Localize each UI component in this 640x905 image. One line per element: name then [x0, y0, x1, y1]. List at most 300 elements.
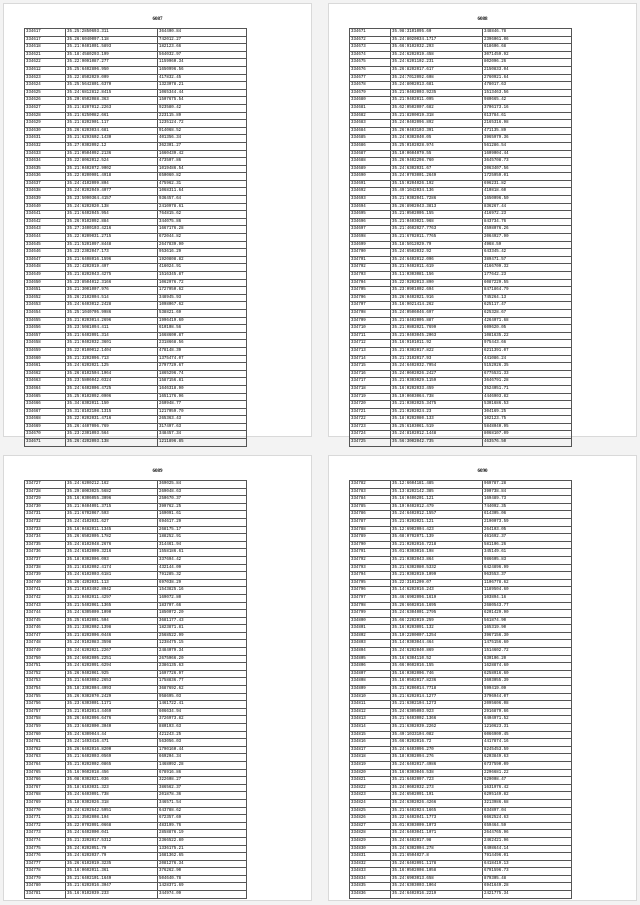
y-coordinate-cell: 4598076.26: [483, 226, 572, 234]
table-row: [25, 549, 247, 557]
point-id-cell: 334655: [25, 317, 66, 325]
y-coordinate-cell: 1106778.62: [483, 579, 572, 587]
table-row: [350, 264, 572, 272]
table-row: [350, 572, 572, 580]
point-id-cell: 334753: [25, 678, 66, 686]
point-id-cell: 334820: [350, 769, 391, 777]
y-coordinate-cell: 1428371.69: [158, 883, 247, 891]
x-coordinate-cell: 35.24:6202019.458: [391, 51, 483, 59]
table-row: [25, 408, 247, 416]
table-row: [350, 241, 572, 249]
x-coordinate-cell: 35.24:8002013.681: [391, 82, 483, 90]
y-coordinate-cell: 1098067.62: [158, 302, 247, 310]
x-coordinate-cell: 35.27:3400103.4216: [66, 226, 158, 234]
table-row: [25, 264, 247, 272]
table-row: [25, 234, 247, 242]
x-coordinate-cell: 35.16:0482011.1345: [66, 526, 158, 534]
x-coordinate-cell: 35.24:0402096.892: [391, 120, 483, 128]
table-row: [350, 203, 572, 211]
point-id-cell: 334706: [350, 294, 391, 302]
point-id-cell: 334724: [350, 431, 391, 439]
x-coordinate-cell: 35.31:8102108.1315: [66, 408, 158, 416]
x-coordinate-cell: 35.24:6403096.270: [391, 746, 483, 754]
point-id-cell: 334643: [25, 226, 66, 234]
y-coordinate-cell: 672357.69: [158, 815, 247, 823]
table-row: [350, 549, 572, 557]
y-coordinate-cell: 410818.60: [483, 188, 572, 196]
point-id-cell: 334697: [350, 226, 391, 234]
x-coordinate-cell: 35.16:9021414.262: [391, 302, 483, 310]
point-id-cell: 334636: [25, 173, 66, 181]
y-coordinate-cell: 269048.63: [158, 488, 247, 496]
x-coordinate-cell: 35.21:8202043.4275: [66, 272, 158, 280]
y-coordinate-cell: 265363.43: [158, 416, 247, 424]
point-id-cell: 334630: [25, 127, 66, 135]
table-row: [350, 891, 572, 899]
x-coordinate-cell: 35.11:0303081.156: [391, 272, 483, 280]
y-coordinate-cell: 2462421.96: [483, 837, 572, 845]
point-id-cell: 334792: [350, 556, 391, 564]
point-id-cell: 334828: [350, 830, 391, 838]
x-coordinate-cell: 35.23:5081094.411: [66, 325, 158, 333]
table-row: [350, 655, 572, 663]
y-coordinate-cell: 697038.29: [158, 579, 247, 587]
point-id-cell: 334770: [25, 807, 66, 815]
y-coordinate-cell: 1516345.87: [158, 272, 247, 280]
coordinate-table: [349, 28, 572, 447]
point-id-cell: 334797: [350, 594, 391, 602]
y-coordinate-cell: 188252.91: [158, 534, 247, 542]
y-coordinate-cell: 2095606.08: [483, 701, 572, 709]
x-coordinate-cell: 35.21:8102002.4174: [66, 564, 158, 572]
point-id-cell: 334625: [25, 89, 66, 97]
y-coordinate-cell: 936457.64: [158, 196, 247, 204]
point-id-cell: 334756: [25, 701, 66, 709]
point-id-cell: 334660: [25, 355, 66, 363]
point-id-cell: 334746: [25, 625, 66, 633]
point-id-cell: 334773: [25, 830, 66, 838]
y-coordinate-cell: 1507675.54: [158, 97, 247, 105]
page-title: 6090: [477, 469, 488, 474]
point-id-cell: 334621: [25, 51, 66, 59]
y-coordinate-cell: 6087229.55: [483, 279, 572, 287]
y-coordinate-cell: 6201429.90: [483, 610, 572, 618]
x-coordinate-cell: 35.22:0702091.0668: [66, 822, 158, 830]
point-id-cell: 334713: [350, 347, 391, 355]
y-coordinate-cell: 416024.91: [158, 264, 247, 272]
point-id-cell: 334612: [25, 66, 66, 74]
table-row: [25, 36, 247, 44]
point-id-cell: 334719: [350, 393, 391, 401]
y-coordinate-cell: 1543825.16: [158, 587, 247, 595]
x-coordinate-cell: 35.21:3001007.976: [66, 287, 158, 295]
y-coordinate-cell: 478017.63: [483, 82, 572, 90]
point-id-cell: 334717: [350, 378, 391, 386]
x-coordinate-cell: 35.18:0302006.093: [66, 556, 158, 564]
table-row: [350, 332, 572, 340]
y-coordinate-cell: 2081276.34: [158, 860, 247, 868]
point-id-cell: 334782: [350, 481, 391, 489]
point-id-cell: 334791: [350, 549, 391, 557]
point-id-cell: 334672: [350, 36, 391, 44]
x-coordinate-cell: 35.21:5201097.8448: [66, 241, 158, 249]
point-id-cell: 334758: [25, 716, 66, 724]
table-row: [350, 602, 572, 610]
y-coordinate-cell: 843734.76: [483, 218, 572, 226]
x-coordinate-cell: 35.24:6403041.1071: [391, 830, 483, 838]
table-row: [25, 112, 247, 120]
table-row: [350, 51, 572, 59]
table-row: [350, 256, 572, 264]
table-row: [350, 89, 572, 97]
y-coordinate-cell: 401356.34: [158, 135, 247, 143]
y-coordinate-cell: 6662524.63: [483, 815, 572, 823]
table-row: [25, 370, 247, 378]
point-id-cell: 334732: [25, 518, 66, 526]
x-coordinate-cell: 35.26:9402061.925: [66, 670, 158, 678]
x-coordinate-cell: 35.24:6402032.7954: [391, 363, 483, 371]
x-coordinate-cell: 35.18:0302026.318: [66, 799, 158, 807]
point-id-cell: 334651: [25, 287, 66, 295]
x-coordinate-cell: 35.26:9102092.884: [66, 218, 158, 226]
point-id-cell: 334679: [350, 89, 391, 97]
point-id-cell: 334751: [25, 663, 66, 671]
x-coordinate-cell: 35.24:6202040.869: [391, 648, 483, 656]
x-coordinate-cell: 35.24:0202049.4077: [66, 188, 158, 196]
table-row: [25, 82, 247, 90]
y-coordinate-cell: 223115.89: [158, 112, 247, 120]
x-coordinate-cell: 35.24:6602005.2251: [66, 655, 158, 663]
x-coordinate-cell: 35.18:3302004.4993: [66, 686, 158, 694]
x-coordinate-cell: 35.18:6103031.323: [66, 784, 158, 792]
table-row: [350, 97, 572, 105]
y-coordinate-cell: 1790160.44: [158, 746, 247, 754]
y-coordinate-cell: 3213986.68: [483, 799, 572, 807]
y-coordinate-cell: 2484079.34: [158, 648, 247, 656]
x-coordinate-cell: 35.16:0303046.538: [391, 769, 483, 777]
y-coordinate-cell: 6295149.82: [483, 792, 572, 800]
y-coordinate-cell: 6737590.09: [483, 761, 572, 769]
point-id-cell: 334829: [350, 837, 391, 845]
y-coordinate-cell: 4446903.82: [483, 393, 572, 401]
x-coordinate-cell: 35.21:0802021.7699: [391, 325, 483, 333]
x-coordinate-cell: 35.24:6102003.6181: [66, 572, 158, 580]
y-coordinate-cell: 564032.97: [158, 51, 247, 59]
table-row: [25, 355, 247, 363]
y-coordinate-cell: 1336175.21: [158, 845, 247, 853]
point-id-cell: 334690: [350, 173, 391, 181]
table-row: [350, 701, 572, 709]
table-row: [25, 617, 247, 625]
y-coordinate-cell: 5301686.53: [483, 401, 572, 409]
y-coordinate-cell: 2396061.06: [483, 36, 572, 44]
point-id-cell: 334836: [350, 891, 391, 899]
table-row: [350, 196, 572, 204]
x-coordinate-cell: 35.66:0602016.155: [391, 663, 483, 671]
point-id-cell: 334681: [350, 104, 391, 112]
x-coordinate-cell: 35.21:3302002.1398: [66, 625, 158, 633]
point-id-cell: 334668: [25, 416, 66, 424]
x-coordinate-cell: 35.21:8402005.887: [391, 317, 483, 325]
table-row: [25, 423, 247, 431]
x-coordinate-cell: 35.25:2850693.311: [66, 29, 158, 37]
y-coordinate-cell: 3687692.62: [158, 686, 247, 694]
table-row: [350, 355, 572, 363]
point-id-cell: 334736: [25, 549, 66, 557]
point-id-cell: 334741: [25, 587, 66, 595]
y-coordinate-cell: 6404971.52: [483, 716, 572, 724]
table-row: [350, 534, 572, 542]
y-coordinate-cell: 1217059.70: [158, 408, 247, 416]
table-row: [25, 89, 247, 97]
table-row: [25, 44, 247, 52]
table-row: [25, 777, 247, 785]
x-coordinate-cell: 35.22:0200901.4918: [66, 173, 158, 181]
table-row: [25, 807, 247, 815]
y-coordinate-cell: 958695.03: [158, 693, 247, 701]
table-row: [25, 883, 247, 891]
point-id-cell: 334709: [350, 317, 391, 325]
y-coordinate-cell: 441086.24: [483, 355, 572, 363]
point-id-cell: 334745: [25, 617, 66, 625]
y-coordinate-cell: 3645708.73: [483, 158, 572, 166]
x-coordinate-cell: 35.24:0602032.273: [391, 784, 483, 792]
table-row: [350, 761, 572, 769]
point-id-cell: 334807: [350, 670, 391, 678]
y-coordinate-cell: 2386135.63: [158, 663, 247, 671]
point-id-cell: 334699: [350, 241, 391, 249]
y-coordinate-cell: 3071459.92: [483, 51, 572, 59]
table-row: [350, 287, 572, 295]
table-row: [25, 534, 247, 542]
point-id-cell: 334812: [350, 708, 391, 716]
page-title: 6089: [152, 469, 163, 474]
x-coordinate-cell: 35.26:6502005.1782: [66, 534, 158, 542]
point-id-cell: 334762: [25, 746, 66, 754]
y-coordinate-cell: 1660439.42: [158, 150, 247, 158]
point-id-cell: 334799: [350, 610, 391, 618]
point-id-cell: 334772: [25, 822, 66, 830]
x-coordinate-cell: 35.21:0502005.155: [391, 211, 483, 219]
point-id-cell: 334788: [350, 526, 391, 534]
y-coordinate-cell: 346571.54: [158, 799, 247, 807]
point-id-cell: 334642: [25, 218, 66, 226]
x-coordinate-cell: 35.24:6305003.923: [391, 708, 483, 716]
point-id-cell: 334826: [350, 815, 391, 823]
x-coordinate-cell: 35.24:9102083.3598: [66, 640, 158, 648]
point-id-cell: 334796: [350, 587, 391, 595]
table-row: [350, 860, 572, 868]
y-coordinate-cell: 3726973.82: [158, 716, 247, 724]
y-coordinate-cell: 2421775.34: [483, 891, 572, 899]
y-coordinate-cell: 1609004.44: [483, 150, 572, 158]
x-coordinate-cell: 35.21:6402003.0569: [66, 754, 158, 762]
x-coordinate-cell: 35.29:8003025.5682: [66, 488, 158, 496]
table-row: [350, 127, 572, 135]
table-row: [25, 655, 247, 663]
x-coordinate-cell: 35.23:2301093.564: [66, 431, 158, 439]
x-coordinate-cell: 35.16:9102039.233: [66, 891, 158, 899]
y-coordinate-cell: 1587156.81: [158, 378, 247, 386]
y-coordinate-cell: 8245453.59: [483, 746, 572, 754]
table-row: [25, 693, 247, 701]
table-row: [350, 610, 572, 618]
point-id-cell: 334827: [350, 822, 391, 830]
x-coordinate-cell: 35.23:6303001.1171: [66, 701, 158, 709]
x-coordinate-cell: 35.22:0100012.1404: [66, 347, 158, 355]
point-id-cell: 334650: [25, 279, 66, 287]
point-id-cell: 334780: [25, 883, 66, 891]
table-row: [25, 860, 247, 868]
x-coordinate-cell: 35.21:6402101.1649: [66, 875, 158, 883]
x-coordinate-cell: 35.98:3101095.60: [391, 29, 483, 37]
y-coordinate-cell: 6203849.63: [483, 754, 572, 762]
y-coordinate-cell: 3524051.71: [483, 385, 572, 393]
x-coordinate-cell: 35.21:0401001.5893: [66, 44, 158, 52]
table-row: [350, 853, 572, 861]
x-coordinate-cell: 35.22:0202031.4716: [66, 416, 158, 424]
table-row: [25, 173, 247, 181]
point-id-cell: 334743: [25, 602, 66, 610]
point-id-cell: 334682: [350, 112, 391, 120]
point-id-cell: 334624: [25, 82, 66, 90]
table-row: [350, 807, 572, 815]
y-coordinate-cell: 561874.90: [483, 617, 572, 625]
table-row: [350, 481, 572, 489]
point-id-cell: 334670: [25, 431, 66, 439]
table-row: [350, 625, 572, 633]
point-id-cell: 334830: [350, 845, 391, 853]
point-id-cell: 334652: [25, 294, 66, 302]
x-coordinate-cell: 35.24:0302040.05: [391, 135, 483, 143]
x-coordinate-cell: 35.21:6408016.1596: [66, 256, 158, 264]
y-coordinate-cell: 650060.82: [158, 173, 247, 181]
table-row: [25, 363, 247, 371]
table-row: [25, 632, 247, 640]
page-title: 6088: [477, 17, 488, 22]
table-row: [350, 670, 572, 678]
table-row: [350, 488, 572, 496]
y-coordinate-cell: 879305.48: [483, 875, 572, 883]
y-coordinate-cell: 6424896.99: [483, 564, 572, 572]
x-coordinate-cell: 35.21:8200019.318: [391, 112, 483, 120]
point-id-cell: 334811: [350, 701, 391, 709]
x-coordinate-cell: 35.24:6403091.738: [66, 792, 158, 800]
table-row: [350, 218, 572, 226]
table-row: [25, 196, 247, 204]
table-row: [25, 678, 247, 686]
y-coordinate-cell: 923580.42: [158, 104, 247, 112]
point-id-cell: 334647: [25, 256, 66, 264]
x-coordinate-cell: 35.24:6402091.1178: [391, 860, 483, 868]
table-row: [25, 317, 247, 325]
table-row: [350, 82, 572, 90]
table-row: [25, 868, 247, 876]
table-row: [350, 408, 572, 416]
x-coordinate-cell: 35.18:5012029.79: [391, 241, 483, 249]
y-coordinate-cell: 1235124.72: [158, 120, 247, 128]
x-coordinate-cell: 35.21:3102017.93: [391, 355, 483, 363]
table-row: [350, 875, 572, 883]
point-id-cell: 334637: [25, 180, 66, 188]
y-coordinate-cell: 169091.61: [158, 511, 247, 519]
y-coordinate-cell: 348846.78: [483, 29, 572, 37]
x-coordinate-cell: 35.26:2102004.514: [66, 294, 158, 302]
point-id-cell: 334735: [25, 541, 66, 549]
y-coordinate-cell: 345149.61: [483, 549, 572, 557]
y-coordinate-cell: 1210623.31: [483, 724, 572, 732]
table-row: [350, 564, 572, 572]
table-row: [350, 302, 572, 310]
y-coordinate-cell: 344075.86: [158, 218, 247, 226]
table-row: [25, 120, 247, 128]
point-id-cell: 334835: [350, 883, 391, 891]
point-id-cell: 334617: [25, 36, 66, 44]
x-coordinate-cell: 35.22:8062012.524: [66, 158, 158, 166]
y-coordinate-cell: 4264071.68: [483, 317, 572, 325]
y-coordinate-cell: 6408644.14: [483, 845, 572, 853]
x-coordinate-cell: 35.26:0402021.916: [391, 294, 483, 302]
table-row: [25, 287, 247, 295]
table-row: [25, 165, 247, 173]
y-coordinate-cell: 421243.25: [158, 731, 247, 739]
table-row: [25, 511, 247, 519]
x-coordinate-cell: 35.23:5806042.0324: [66, 378, 158, 386]
y-coordinate-cell: 6418419.13: [483, 860, 572, 868]
y-coordinate-cell: 102123.75: [483, 416, 572, 424]
point-id-cell: 334832: [350, 860, 391, 868]
point-id-cell: 334733: [25, 526, 66, 534]
point-id-cell: 334776: [25, 853, 66, 861]
y-coordinate-cell: 463576.50: [483, 439, 572, 447]
table-row: [350, 784, 572, 792]
point-id-cell: 334722: [350, 416, 391, 424]
x-coordinate-cell: 35.21:0302041.7286: [391, 196, 483, 204]
table-row: [25, 754, 247, 762]
table-row: [25, 716, 247, 724]
table-row: [350, 423, 572, 431]
point-id-cell: 334629: [25, 120, 66, 128]
table-row: [25, 815, 247, 823]
point-id-cell: 334675: [350, 59, 391, 67]
x-coordinate-cell: 35.24:6402012.1557: [391, 511, 483, 519]
point-id-cell: 334680: [350, 97, 391, 105]
table-row: [25, 135, 247, 143]
x-coordinate-cell: 35.21:9402011.619: [391, 264, 483, 272]
x-coordinate-cell: 35.21:6250082.661: [66, 112, 158, 120]
x-coordinate-cell: 35.21:0302043.864: [391, 556, 483, 564]
table-row: [350, 378, 572, 386]
x-coordinate-cell: 35.24:6202020.138: [66, 203, 158, 211]
y-coordinate-cell: 1823871.81: [158, 625, 247, 633]
point-id-cell: 334648: [25, 264, 66, 272]
y-coordinate-cell: 561286.54: [483, 142, 572, 150]
x-coordinate-cell: 35.21:0206014.7718: [391, 686, 483, 694]
y-coordinate-cell: 1062976.72: [158, 279, 247, 287]
x-coordinate-cell: 35.21:6302080.5332: [391, 564, 483, 572]
point-id-cell: 334783: [350, 488, 391, 496]
x-coordinate-cell: 35.24:6102009.3216: [66, 549, 158, 557]
y-coordinate-cell: 369025.84: [158, 481, 247, 489]
y-coordinate-cell: 696231.82: [483, 180, 572, 188]
point-id-cell: 334666: [25, 401, 66, 409]
table-row: [350, 579, 572, 587]
x-coordinate-cell: 35.19:0603064.738: [391, 393, 483, 401]
x-coordinate-cell: 35.23:8504012.3166: [66, 279, 158, 287]
point-id-cell: 334809: [350, 686, 391, 694]
point-id-cell: 334689: [350, 165, 391, 173]
table-row: [350, 211, 572, 219]
